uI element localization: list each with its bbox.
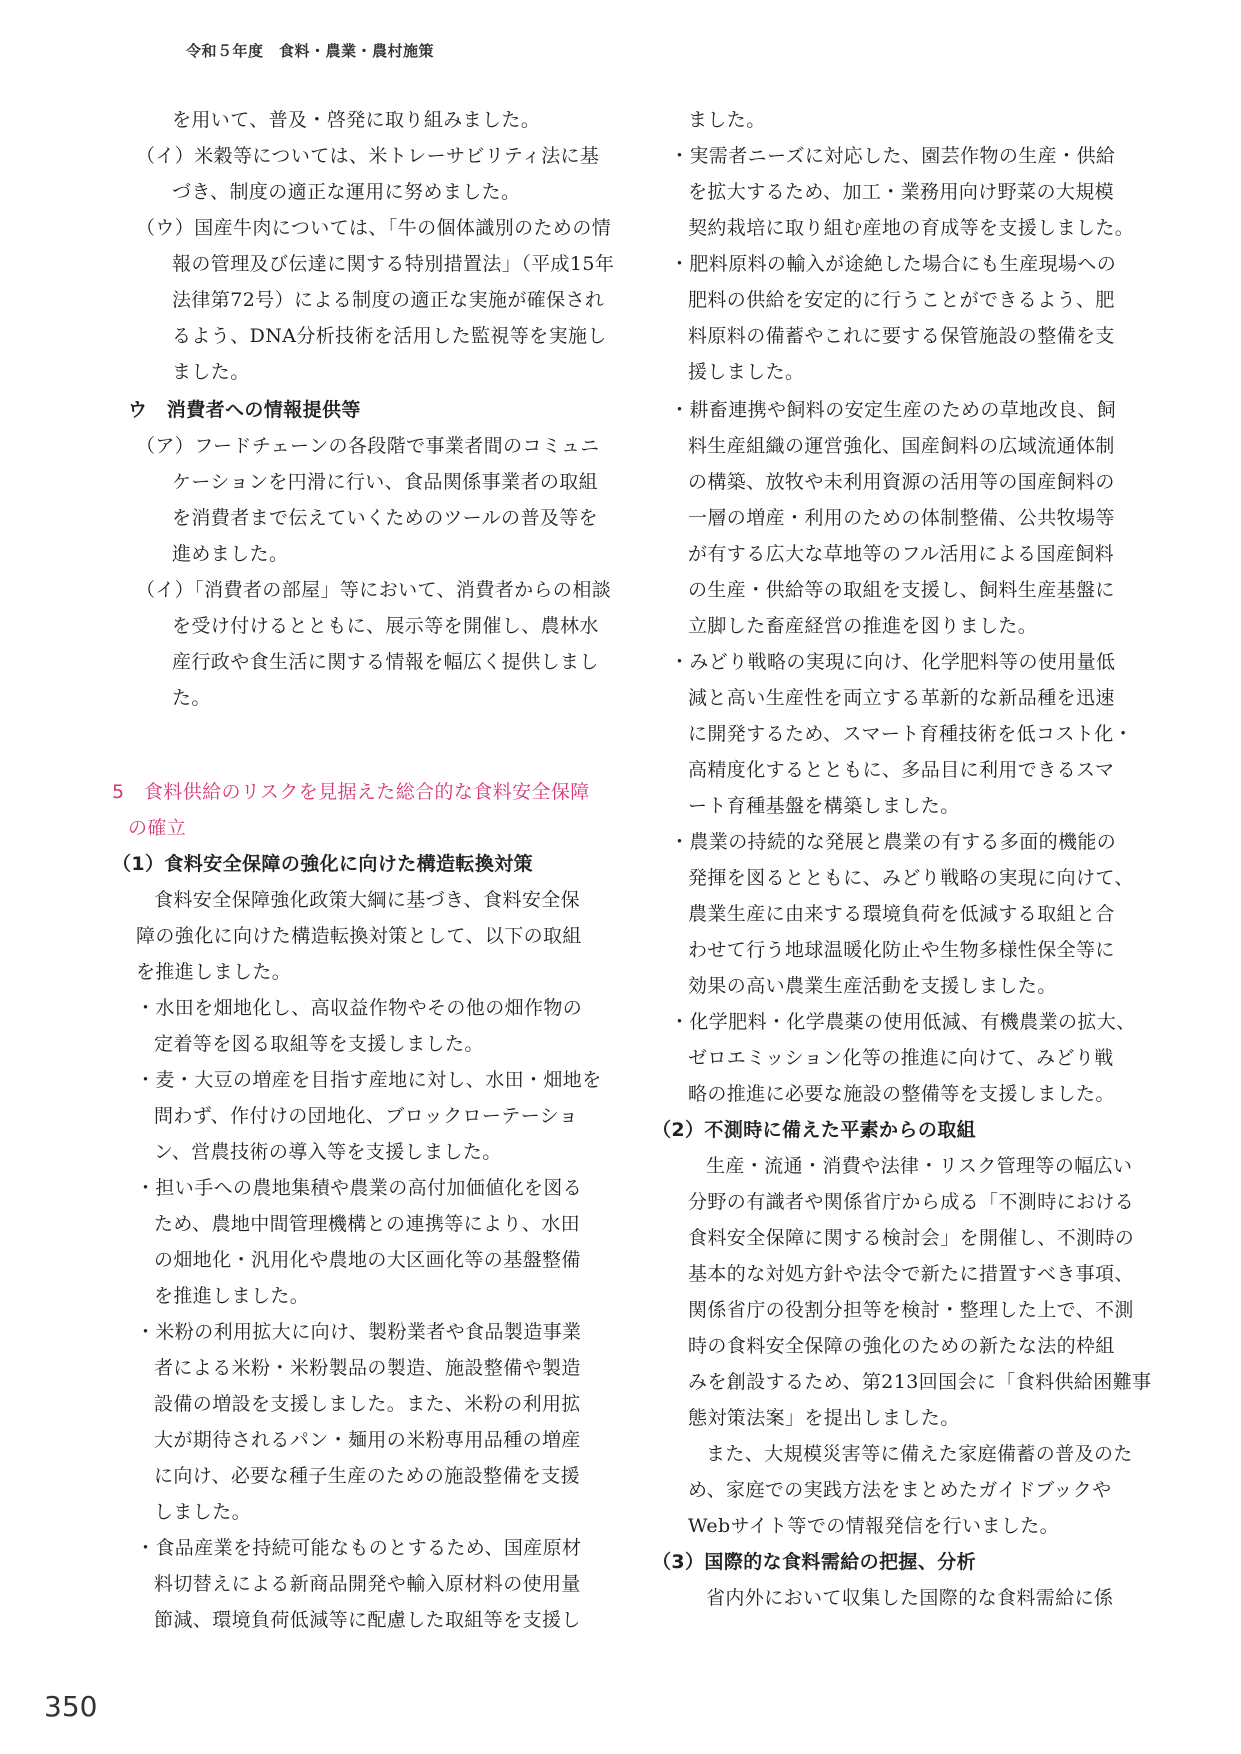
- text-line: を受け付けるとともに、展示等を開催し、農林水: [172, 615, 599, 637]
- text-line: 報の管理及び伝達に関する特別措置法」（平成15年: [172, 253, 615, 275]
- bullet-item: ・肥料原料の輸入が途絶した場合にも生産現場への: [670, 253, 1117, 275]
- text-line: 一層の増産・利用のための体制整備、公共牧場等: [688, 507, 1115, 529]
- text-line: 設備の増設を支援しました。また、米粉の利用拡: [154, 1393, 581, 1415]
- bullet-item: ・担い手への農地集積や農業の高付加価値化を図る: [136, 1177, 583, 1199]
- paragraph-line: 分野の有識者や関係省庁から成る「不測時における: [688, 1191, 1135, 1213]
- list-item-i: （イ）「消費者の部屋」等において、消費者からの相談: [136, 579, 612, 601]
- paragraph-line: 関係省庁の役割分担等を検討・整理した上で、不測: [688, 1299, 1134, 1321]
- text-line: ました。: [688, 109, 766, 131]
- subheading-consumer-info: ウ 消費者への情報提供等: [128, 399, 361, 421]
- paragraph-line: Webサイト等での情報発信を行いました。: [688, 1515, 1060, 1537]
- bullet-item: ・実需者ニーズに対応した、園芸作物の生産・供給: [670, 145, 1116, 167]
- text-line: 発揮を図るとともに、みどり戦略の実現に向けて、: [688, 867, 1134, 889]
- text-line: が有する広大な草地等のフル活用による国産飼料: [688, 543, 1115, 565]
- text-line: の構築、放牧や未利用資源の活用等の国産飼料の: [688, 471, 1115, 493]
- bullet-item: ・化学肥料・化学農薬の使用低減、有機農業の拡大、: [670, 1011, 1136, 1033]
- paragraph-line: 食料安全保障に関する検討会」を開催し、不測時の: [688, 1227, 1135, 1249]
- paragraph-line: また、大規模災害等に備えた家庭備蓄の普及のた: [706, 1443, 1133, 1465]
- text-line: の畑地化・汎用化や農地の大区画化等の基盤整備: [154, 1249, 581, 1271]
- paragraph-line: 食料安全保障強化政策大綱に基づき、食料安全保: [154, 889, 581, 911]
- text-line: 節減、環境負荷低減等に配慮した取組等を支援し: [154, 1609, 581, 1631]
- subsection-heading-1: （1）食料安全保障の強化に向けた構造転換対策: [112, 853, 534, 875]
- text-line: 肥料の供給を安定的に行うことができるよう、肥: [688, 289, 1115, 311]
- text-line: 定着等を図る取組等を支援しました。: [154, 1033, 484, 1055]
- running-header: 令和５年度 食料・農業・農村施策: [186, 42, 435, 60]
- subsection-heading-3: （3）国際的な食料需給の把握、分析: [652, 1551, 977, 1573]
- text-line: ケーションを円滑に行い、食品関係事業者の取組: [172, 471, 599, 493]
- text-line: 料切替えによる新商品開発や輸入原材料の使用量: [154, 1573, 581, 1595]
- text-line: 法律第72号）による制度の適正な実施が確保され: [172, 289, 605, 311]
- text-line: を拡大するため、加工・業務用向け野菜の大規模: [688, 181, 1115, 203]
- bullet-item: ・水田を畑地化し、高収益作物やその他の畑作物の: [136, 997, 583, 1019]
- paragraph-line: みを創設するため、第213回国会に「食料供給困難事: [688, 1371, 1152, 1393]
- text-line: に向け、必要な種子生産のための施設整備を支援: [154, 1465, 581, 1487]
- text-line: ため、農地中間管理機構との連携等により、水田: [154, 1213, 581, 1235]
- page-number: 350: [44, 1690, 98, 1723]
- text-line: 援しました。: [688, 361, 805, 383]
- text-line: ン、営農技術の導入等を支援しました。: [154, 1141, 502, 1163]
- text-line: を推進しました。: [154, 1285, 310, 1307]
- text-line: の生産・供給等の取組を支援し、飼料生産基盤に: [688, 579, 1115, 601]
- text-line: 立脚した畜産経営の推進を図りました。: [688, 615, 1038, 637]
- subsection-heading-2: （2）不測時に備えた平素からの取組: [652, 1119, 977, 1141]
- text-line: 問わず、作付けの団地化、ブロックローテーショ: [154, 1105, 579, 1127]
- bullet-item: ・農業の持続的な発展と農業の有する多面的機能の: [670, 831, 1117, 853]
- text-line: 者による米粉・米粉製品の製造、施設整備や製造: [154, 1357, 581, 1379]
- text-line: を用いて、普及・啓発に取り組みました。: [172, 109, 541, 131]
- text-line: に開発するため、スマート育種技術を低コスト化・: [688, 723, 1134, 745]
- text-line: 契約栽培に取り組む産地の育成等を支援しました。: [688, 217, 1135, 239]
- text-line: ました。: [172, 361, 250, 383]
- bullet-item: ・耕畜連携や飼料の安定生産のための草地改良、飼: [670, 399, 1117, 421]
- text-line: 略の推進に必要な施設の整備等を支援しました。: [688, 1083, 1115, 1105]
- text-line: るよう、DNA分析技術を活用した監視等を実施し: [172, 325, 607, 347]
- text-line: ート育種基盤を構築しました。: [688, 795, 960, 817]
- section-heading-5-cont: の確立: [128, 817, 187, 839]
- text-line: 効果の高い農業生産活動を支援しました。: [688, 975, 1057, 997]
- bullet-item: ・麦・大豆の増産を目指す産地に対し、水田・畑地を: [136, 1069, 602, 1091]
- paragraph-line: 基本的な対処方針や法令で新たに措置すべき事項、: [688, 1263, 1134, 1285]
- text-line: ゼロエミッション化等の推進に向けて、みどり戦: [688, 1047, 1114, 1069]
- text-line: た。: [172, 687, 211, 709]
- list-item-u: （ウ）国産牛肉については、「牛の個体識別のための情: [136, 217, 612, 239]
- paragraph-line: 時の食料安全保障の強化のための新たな法的枠組: [688, 1335, 1115, 1357]
- text-line: 産行政や食生活に関する情報を幅広く提供しまし: [172, 651, 599, 673]
- bullet-item: ・米粉の利用拡大に向け、製粉業者や食品製造事業: [136, 1321, 582, 1343]
- bullet-item: ・食品産業を持続可能なものとするため、国産原材: [136, 1537, 582, 1559]
- text-line: 料生産組織の運営強化、国産飼料の広域流通体制: [688, 435, 1115, 457]
- paragraph-line: 態対策法案」を提出しました。: [688, 1407, 960, 1429]
- text-line: づき、制度の適正な運用に努めました。: [172, 181, 521, 203]
- text-line: 進めました。: [172, 543, 289, 565]
- paragraph-line: め、家庭での実践方法をまとめたガイドブックや: [688, 1479, 1112, 1501]
- text-line: を消費者まで伝えていくためのツールの普及等を: [172, 507, 599, 529]
- section-heading-5: 5 食料供給のリスクを見据えた総合的な食料安全保障: [112, 781, 590, 803]
- paragraph-line: 生産・流通・消費や法律・リスク管理等の幅広い: [706, 1155, 1133, 1177]
- paragraph-line: を推進しました。: [136, 961, 292, 983]
- text-line: 料原料の備蓄やこれに要する保管施設の整備を支: [688, 325, 1115, 347]
- text-line: わせて行う地球温暖化防止や生物多様性保全等に: [688, 939, 1115, 961]
- text-line: 減と高い生産性を両立する革新的な新品種を迅速: [688, 687, 1115, 709]
- text-line: 農業生産に由来する環境負荷を低減する取組と合: [688, 903, 1115, 925]
- text-line: 大が期待されるパン・麺用の米粉専用品種の増産: [154, 1429, 581, 1451]
- paragraph-line: 省内外において収集した国際的な食料需給に係: [706, 1587, 1114, 1609]
- paragraph-line: 障の強化に向けた構造転換対策として、以下の取組: [136, 925, 582, 947]
- list-item-a: （ア）フードチェーンの各段階で事業者間のコミュニ: [136, 435, 600, 457]
- list-item-i: （イ）米穀等については、米トレーサビリティ法に基: [136, 145, 600, 167]
- text-line: しました。: [154, 1501, 252, 1523]
- text-line: 高精度化するとともに、多品目に利用できるスマ: [688, 759, 1115, 781]
- bullet-item: ・みどり戦略の実現に向け、化学肥料等の使用量低: [670, 651, 1116, 673]
